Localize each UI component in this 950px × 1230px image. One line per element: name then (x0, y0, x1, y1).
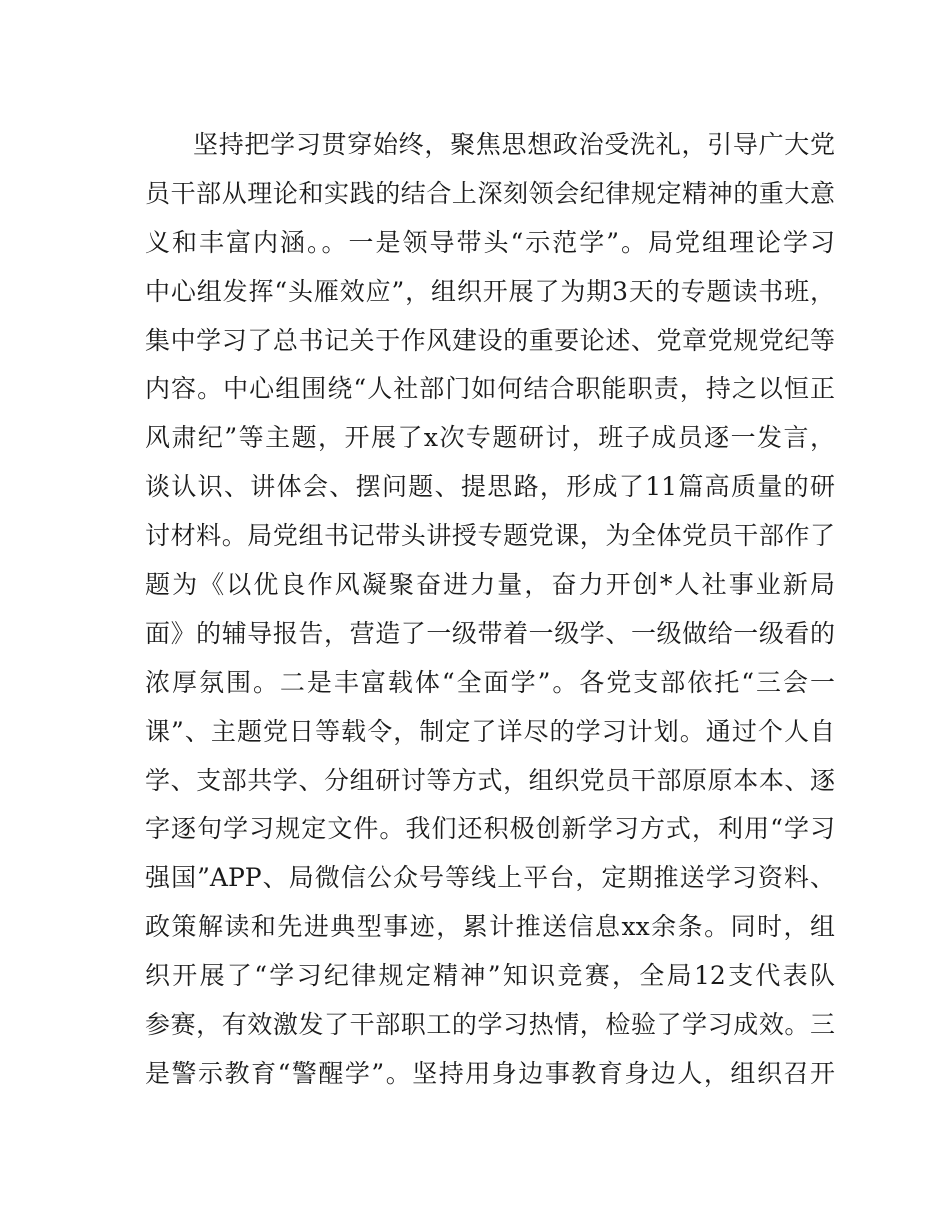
paragraph-line: 谈认识、讲体会、摆问题、提思路，形成了11篇高质量的研 (145, 472, 835, 502)
paragraph-line: 内容。中心组围绕“人社部门如何结合职能职责，持之以恒正 (145, 374, 835, 404)
paragraph-line: 浓厚氛围。二是丰富载体“全面学”。各党支部依托“三会一 (145, 667, 835, 697)
paragraph-line: 参赛，有效激发了干部职工的学习热情，检验了学习成效。三 (145, 1010, 835, 1040)
paragraph-line: 学、支部共学、分组研讨等方式，组织党员干部原原本本、逐 (145, 765, 835, 795)
paragraph-line: 讨材料。局党组书记带头讲授专题党课，为全体党员干部作了 (145, 521, 835, 551)
paragraph-line: 中心组发挥“头雁效应”，组织开展了为期3天的专题读书班， (145, 276, 835, 306)
paragraph-line: 面》的辅导报告，营造了一级带着一级学、一级做给一级看的 (145, 618, 835, 648)
paragraph-line: 义和丰富内涵。。一是领导带头“示范学”。局党组理论学习 (145, 227, 835, 257)
paragraph-line: 字逐句学习规定文件。我们还积极创新学习方式，利用“学习 (145, 814, 835, 844)
paragraph-line: 是警示教育“警醒学”。坚持用身边事教育身边人，组织召开 (145, 1058, 835, 1088)
paragraph-line: 集中学习了总书记关于作风建设的重要论述、党章党规党纪等 (145, 325, 835, 355)
paragraph-line: 课”、主题党日等载令，制定了详尽的学习计划。通过个人自 (145, 716, 835, 746)
paragraph-line: 坚持把学习贯穿始终，聚焦思想政治受洗礼，引导广大党 (193, 130, 835, 159)
paragraph-line: 政策解读和先进典型事迹，累计推送信息xx余条。同时，组 (145, 912, 835, 942)
body-paragraph (145, 121, 835, 1099)
paragraph-line: 织开展了“学习纪律规定精神”知识竞赛，全局12支代表队 (145, 961, 835, 991)
paragraph-line: 风肃纪”等主题，开展了x次专题研讨，班子成员逐一发言， (145, 423, 835, 453)
paragraph-line: 强国”APP、局微信公众号等线上平台，定期推送学习资料、 (145, 863, 835, 893)
paragraph-line: 题为《以优良作风凝聚奋进力量，奋力开创*人社事业新局 (145, 570, 835, 600)
paragraph-line: 员干部从理论和实践的结合上深刻领会纪律规定精神的重大意 (145, 178, 835, 208)
